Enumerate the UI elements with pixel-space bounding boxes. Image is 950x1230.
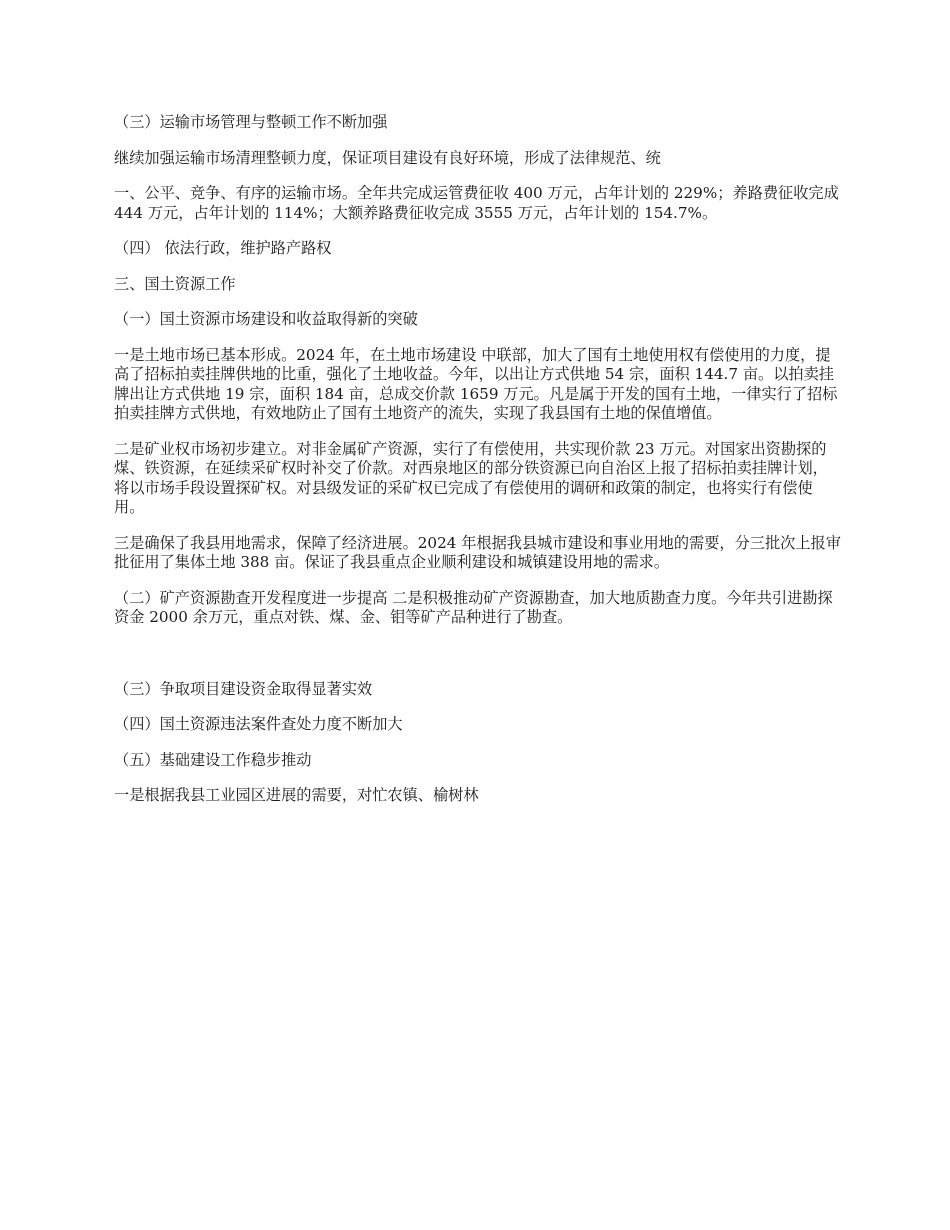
section-title-land-resources: 三、国土资源工作 xyxy=(114,274,236,293)
paragraph-transport-cleanup: 继续加强运输市场清理整顿力度，保证项目建设有良好环境，形成了法律规范、统 xyxy=(114,148,661,167)
paragraph-transport-fees: 一、公平、竞争、有序的运输市场。全年共完成运管费征收 400 万元，占年计划的 229%；养路费征收完成 444 万元，占年计划的 114%；大额养路费征收完成 3555 万元，占年计划的 154.7%。 xyxy=(114,184,844,222)
heading-violation-cases: （四）国土资源违法案件查处力度不断加大 xyxy=(114,715,403,733)
paragraph-land-market: 一是土地市场已基本形成。2024 年，在土地市场建设 中联部，加大了国有土地使用权有偿使用的力度，提高了招标拍卖挂牌供地的比重，强化了土地收益。今年，以出让方式供地 54 宗，面积 144.7 亩。以拍卖挂牌出让方式供地 19 宗，面积 184 亩，总成交价款 1659 万元。凡是属于开发的国有土地，一律实行了招标拍卖挂牌方式供地，有效地防止了国有土地资产的流失，实现了我县国有土地的保值增值。 xyxy=(114,345,838,422)
heading-infrastructure: （五）基础建设工作稳步推动 xyxy=(114,750,312,769)
heading-transport-market: （三）运输市场管理与整顿工作不断加强 xyxy=(114,113,388,131)
paragraph-mining-rights: 二是矿业权市场初步建立。对非金属矿产资源，实行了有偿使用，共实现价款 23 万元。对国家出资勘探的煤、铁资源，在延续采矿权时补交了价款。对西泉地区的部分铁资源已向自治区上报了招标拍卖挂牌计划，将以市场手段设置探矿权。对县级发证的采矿权已完成了有偿使用的调研和政策的制定，也将实行有偿使用。 xyxy=(114,439,828,516)
paragraph-mineral-exploration: （二）矿产资源勘查开发程度进一步提高 二是积极推动矿产资源勘查，加大地质勘查力度。今年共引进勘探资金 2000 余万元，重点对铁、煤、金、钼等矿产品种进行了勘查。 xyxy=(114,588,833,626)
heading-land-market: （一）国土资源市场建设和收益取得新的突破 xyxy=(114,310,418,328)
heading-lawful-admin: （四） 依法行政，维护路产路权 xyxy=(114,239,332,257)
paragraph-land-demand: 三是确保了我县用地需求，保障了经济进展。2024 年根据我县城市建设和事业用地的需要，分三批次上报审批征用了集体土地 388 亩。保证了我县重点企业顺利建设和城镇建设用地的需求。 xyxy=(114,533,841,571)
spacer xyxy=(114,644,842,680)
document-body xyxy=(114,113,842,822)
heading-project-funds: （三）争取项目建设资金取得显著实效 xyxy=(114,679,373,698)
paragraph-industrial-park: 一是根据我县工业园区进展的需要，对忙农镇、榆树林 xyxy=(114,786,479,804)
